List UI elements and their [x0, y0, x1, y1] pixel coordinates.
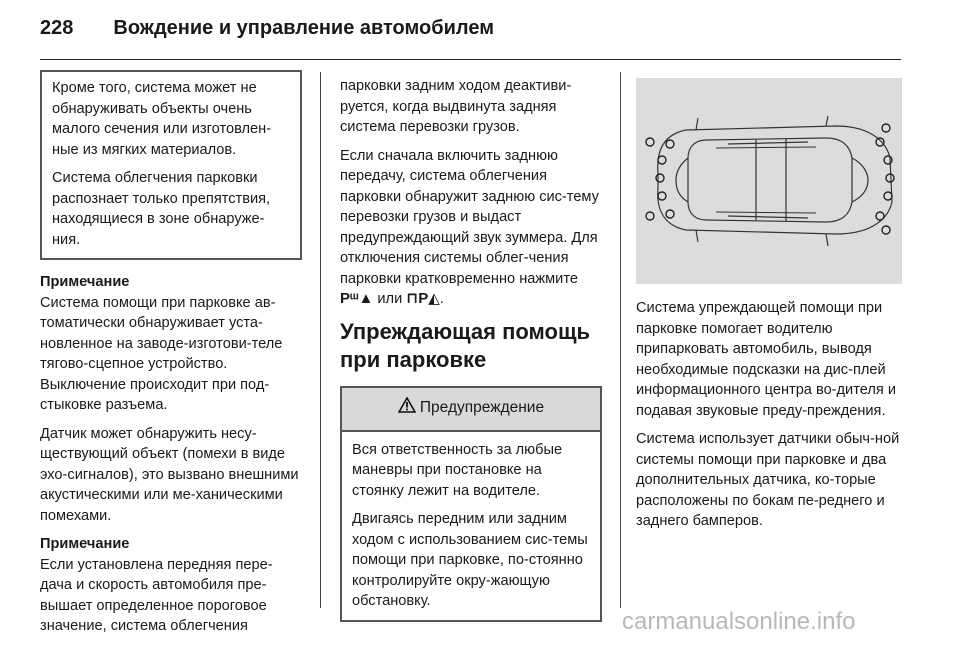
- park-assist-button-icon: Pᵚ▲: [340, 290, 374, 307]
- body-text: или: [377, 291, 403, 307]
- section-heading: Упреждающая помощь при парковке: [340, 318, 591, 372]
- warning-body: [342, 432, 600, 620]
- body-paragraph: Система упреждающей помощи при парковке помогает водителю припарковать автомобиль, выводя необходимые подсказки на дис-плей информационного центра во-дителя и подавая звуковые преду-преждения.: [636, 300, 896, 419]
- warning-triangle-icon: [398, 397, 416, 420]
- body-paragraph: Датчик может обнаружить несу-ществующий объект (помехи в виде эхо-сигналов), это вызвано внешними акустическими или ме-ханическими помехами.: [40, 425, 299, 524]
- note-title: Примечание: [40, 536, 130, 552]
- body-paragraph: парковки задним ходом деактиви-руется, когда выдвинута задняя система перевозки грузов.: [340, 78, 572, 135]
- body-paragraph: Система использует датчики обыч-ной системы помощи при парковке и два дополнительных датчика, ко-торые расположены по бокам пе-реднего и заднего бамперов.: [636, 431, 900, 529]
- body-paragraph: Если сначала включить заднюю передачу, система облегчения парковки обнаружит заднюю сис-тему перевозки грузов и выдаст предупреждающий звук зуммера. Для отключения системы облег-чения парковки кратковременно нажмите Pᵚ▲ или ⊓P◭.: [340, 147, 599, 307]
- column-right: [636, 298, 904, 540]
- column-left: [40, 70, 302, 645]
- warning-paragraph: Вся ответственность за любые маневры при постановке на стоянку лежит на водителе.: [352, 441, 563, 499]
- warning-box: [340, 386, 602, 622]
- column-separator: [620, 72, 621, 608]
- note-text: Если установлена передняя пере-дача и скорость автомобиля пре-вышает определенное пороговое значение, система облегчения: [40, 556, 273, 634]
- car-top-view-sensors-icon: [636, 78, 902, 284]
- warning-header: [342, 388, 600, 432]
- framed-paragraph: Кроме того, система может не обнаруживать объекты очень малого сечения или изготовлен-ные из мягких материалов.: [52, 80, 272, 158]
- rear-carrier-park-icon: ⊓P◭: [406, 290, 440, 307]
- column-middle: [340, 76, 602, 622]
- warning-title: Предупреждение: [419, 399, 545, 417]
- header-rule: [40, 59, 901, 60]
- chapter-title: Вождение и управление автомобилем: [113, 16, 494, 39]
- warning-paragraph: Двигаясь передним или задним ходом с использованием сис-темы помощи при парковке, по-стоянно контролируйте окру-жающую обстановку.: [352, 511, 588, 609]
- note-text: Система помощи при парковке ав-томатически обнаруживает уста-новленное на заводе-изготови-теле тягово-сцепное устройство. Выключение происходит при под-стыковке разъема.: [40, 294, 283, 413]
- page-header: [40, 8, 494, 48]
- body-text: Если сначала включить заднюю передачу, система облегчения парковки обнаружит заднюю сис-тему перевозки грузов и выдаст предупреждающий звук зуммера. Для отключения системы облег-чения парковки кратковременно нажмите: [340, 147, 599, 287]
- page-number: 228: [40, 16, 74, 39]
- continued-text-frame: [40, 70, 302, 260]
- framed-paragraph: Система облегчения парковки распознает только препятствия, находящиеся в зоне обнаруже-ния.: [52, 170, 271, 248]
- watermark: carmanualsonline.info: [622, 608, 856, 635]
- column-separator: [320, 72, 321, 608]
- note-title: Примечание: [40, 274, 130, 290]
- car-top-view-figure: [636, 78, 902, 284]
